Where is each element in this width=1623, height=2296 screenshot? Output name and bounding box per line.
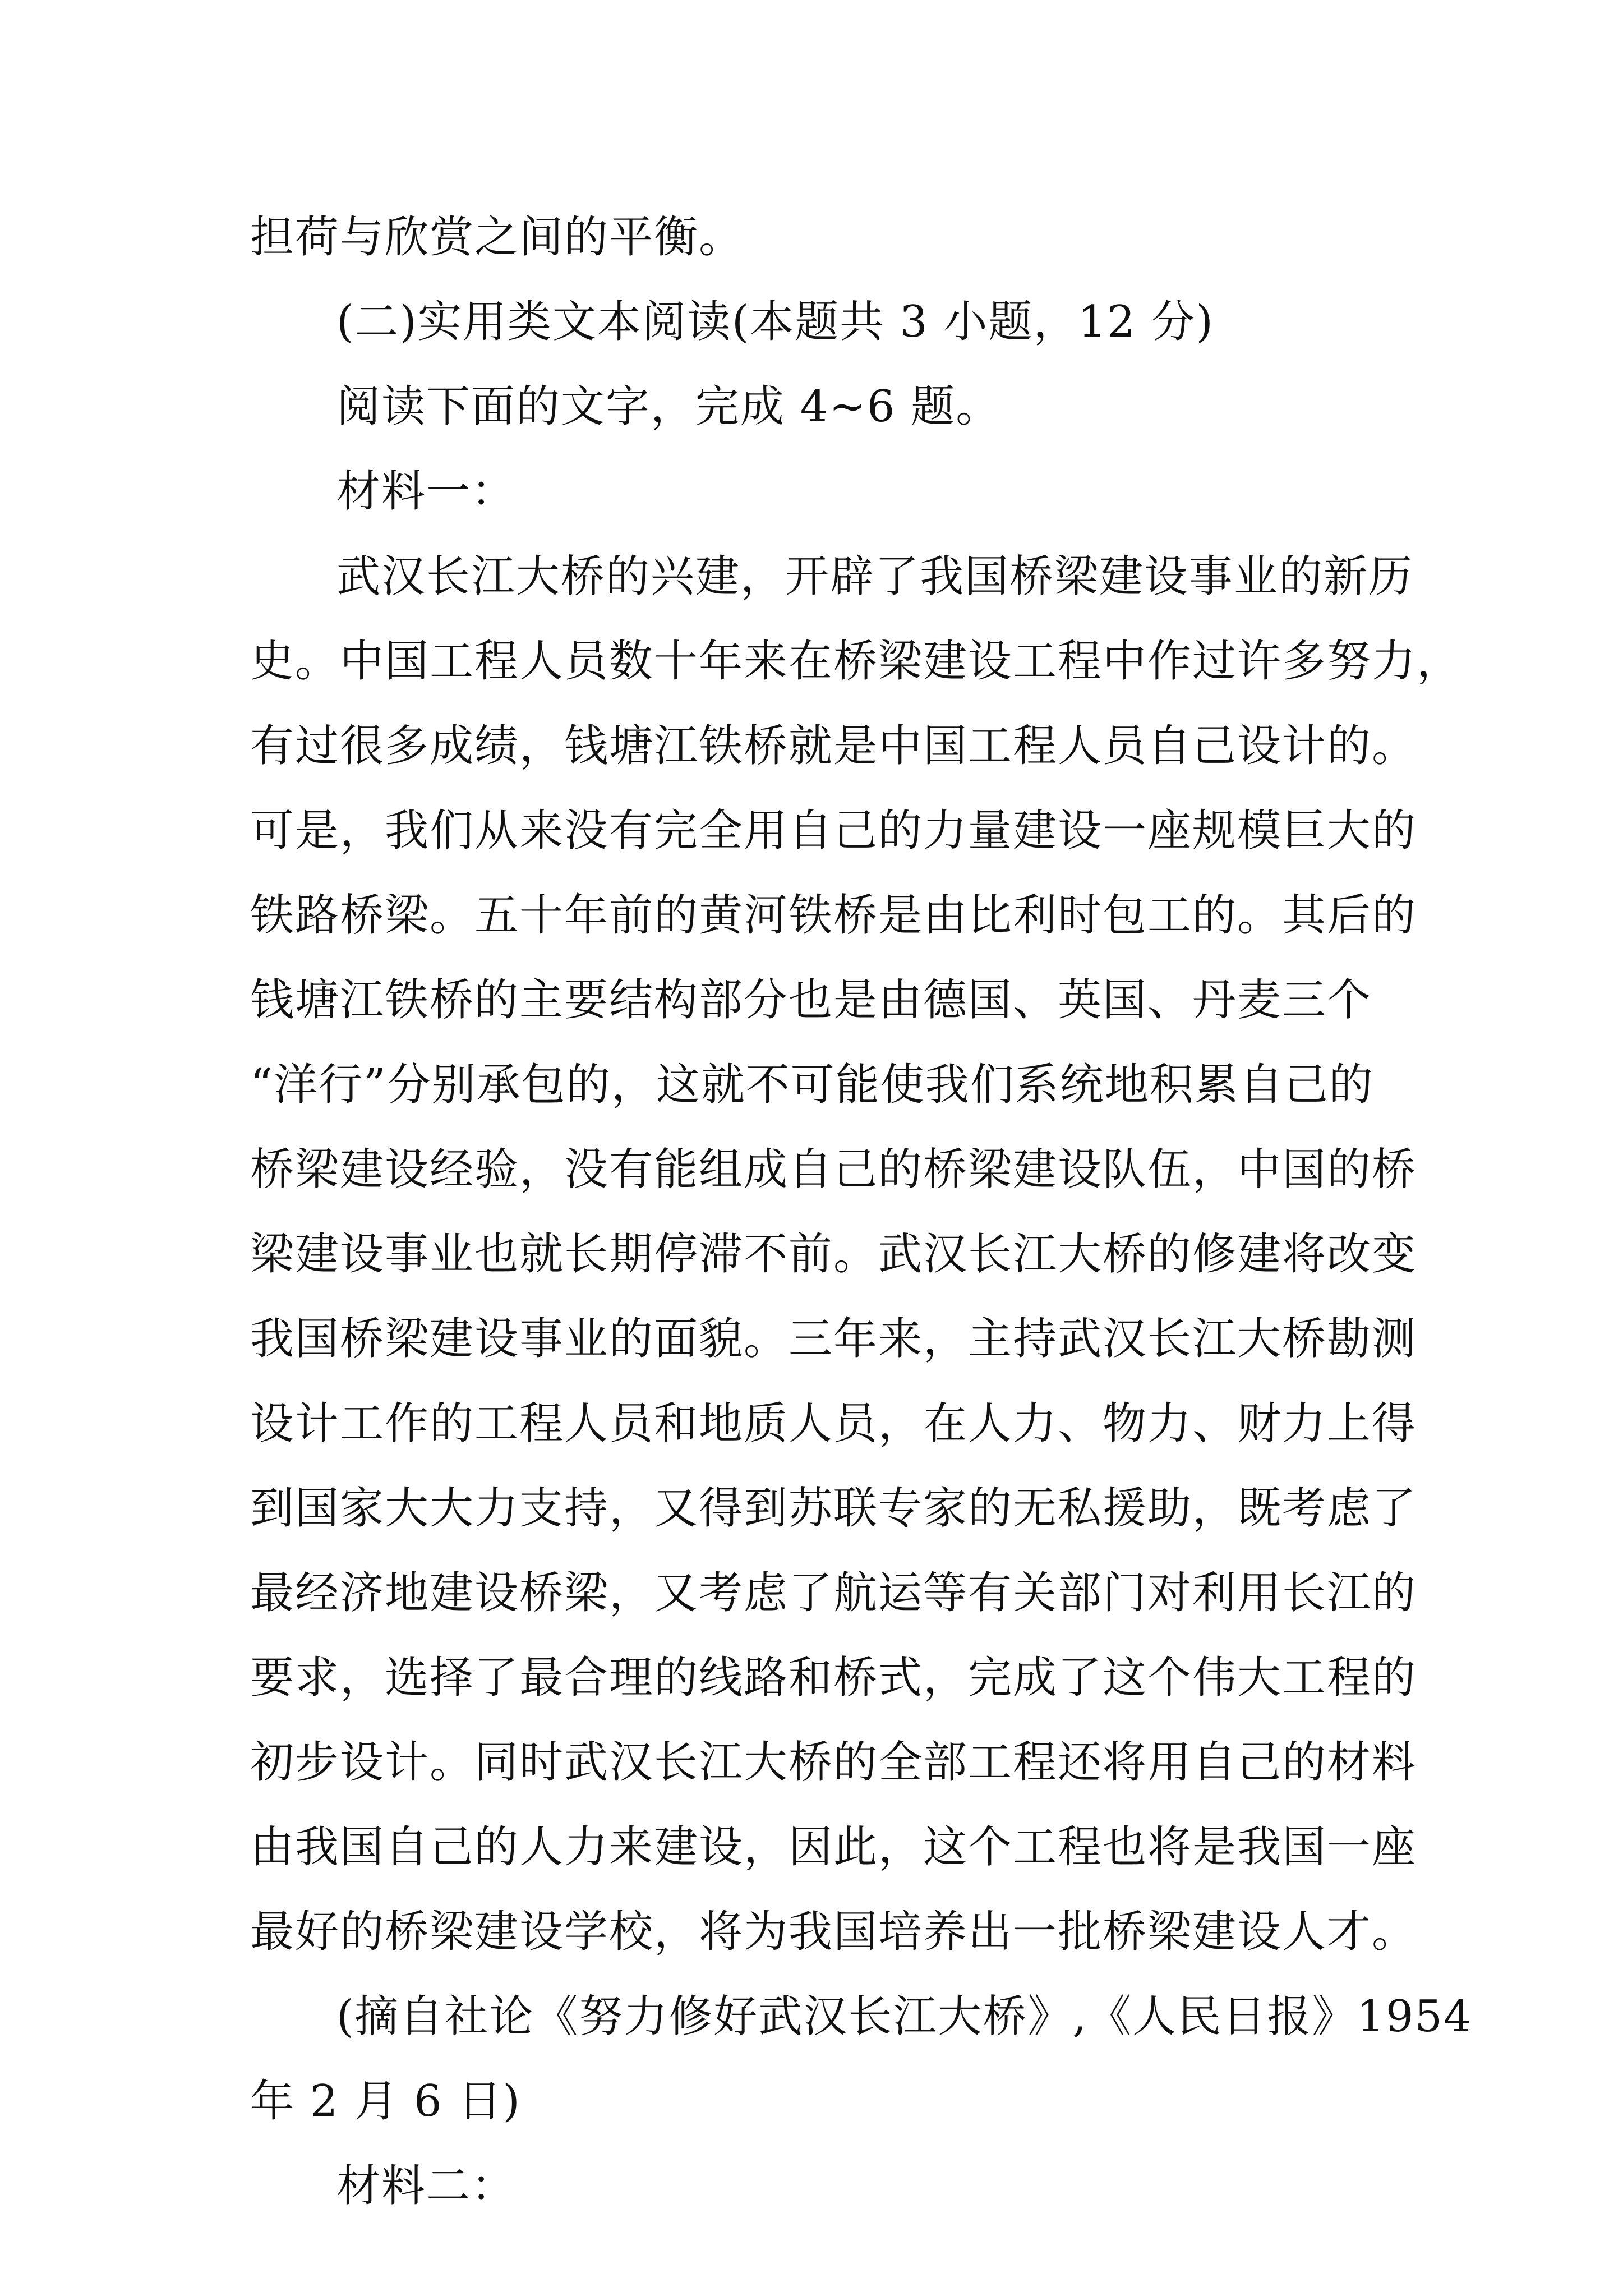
material-one-line: 有过很多成绩，钱塘江铁桥就是中国工程人员自己设计的。 xyxy=(250,721,1417,771)
material-one-line: 铁路桥梁。五十年前的黄河铁桥是由比利时包工的。其后的 xyxy=(250,890,1417,941)
material-one-line: 桥梁建设经验，没有能组成自己的桥梁建设队伍，中国的桥 xyxy=(250,1144,1417,1195)
material-one-line: 史。中国工程人员数十年来在桥梁建设工程中作过许多努力， xyxy=(250,636,1462,687)
material-one-line: 武汉长江大桥的兴建，开辟了我国桥梁建设事业的新历 xyxy=(336,551,1414,602)
material-one-line: 钱塘江铁桥的主要结构部分也是由德国、英国、丹麦三个 xyxy=(250,975,1372,1025)
material-one-line: 要求，选择了最合理的线路和桥式，完成了这个伟大工程的 xyxy=(250,1653,1417,1703)
material-one-line: 最经济地建设桥梁，又考虑了航运等有关部门对利用长江的 xyxy=(250,1568,1417,1618)
material-one-line: 到国家大大力支持，又得到苏联专家的无私援助，既考虑了 xyxy=(250,1483,1417,1534)
material-one-line: 设计工作的工程人员和地质人员，在人力、物力、财力上得 xyxy=(250,1398,1417,1449)
continuation-line: 担荷与欣赏之间的平衡。 xyxy=(250,212,744,263)
material-one-line: 可是，我们从来没有完全用自己的力量建设一座规模巨大的 xyxy=(250,806,1417,856)
material-one-line: 初步设计。同时武汉长江大桥的全部工程还将用自己的材料 xyxy=(250,1737,1417,1788)
material-one-line: 我国桥梁建设事业的面貌。三年来，主持武汉长江大桥勘测 xyxy=(250,1314,1417,1364)
source-citation-line: (摘自社论《努力修好武汉长江大桥》,《人民日报》1954 xyxy=(336,1991,1473,2042)
material-one-line: 最好的桥梁建设学校，将为我国培养出一批桥梁建设人才。 xyxy=(250,1907,1417,1957)
material-one-line: 由我国自己的人力来建设，因此，这个工程也将是我国一座 xyxy=(250,1822,1417,1872)
material-one-line: “洋行”分别承包的，这就不可能使我们系统地积累自己的 xyxy=(250,1060,1374,1110)
section-heading: (二)实用类文本阅读(本题共 3 小题，12 分) xyxy=(336,297,1214,347)
material-one-label: 材料一： xyxy=(336,466,517,517)
material-two-label: 材料二： xyxy=(336,2161,517,2211)
source-citation-line: 年 2 月 6 日) xyxy=(250,2076,521,2127)
instruction-line: 阅读下面的文字，完成 4~6 题。 xyxy=(336,381,1001,432)
material-one-line: 梁建设事业也就长期停滞不前。武汉长江大桥的修建将改变 xyxy=(250,1229,1417,1280)
